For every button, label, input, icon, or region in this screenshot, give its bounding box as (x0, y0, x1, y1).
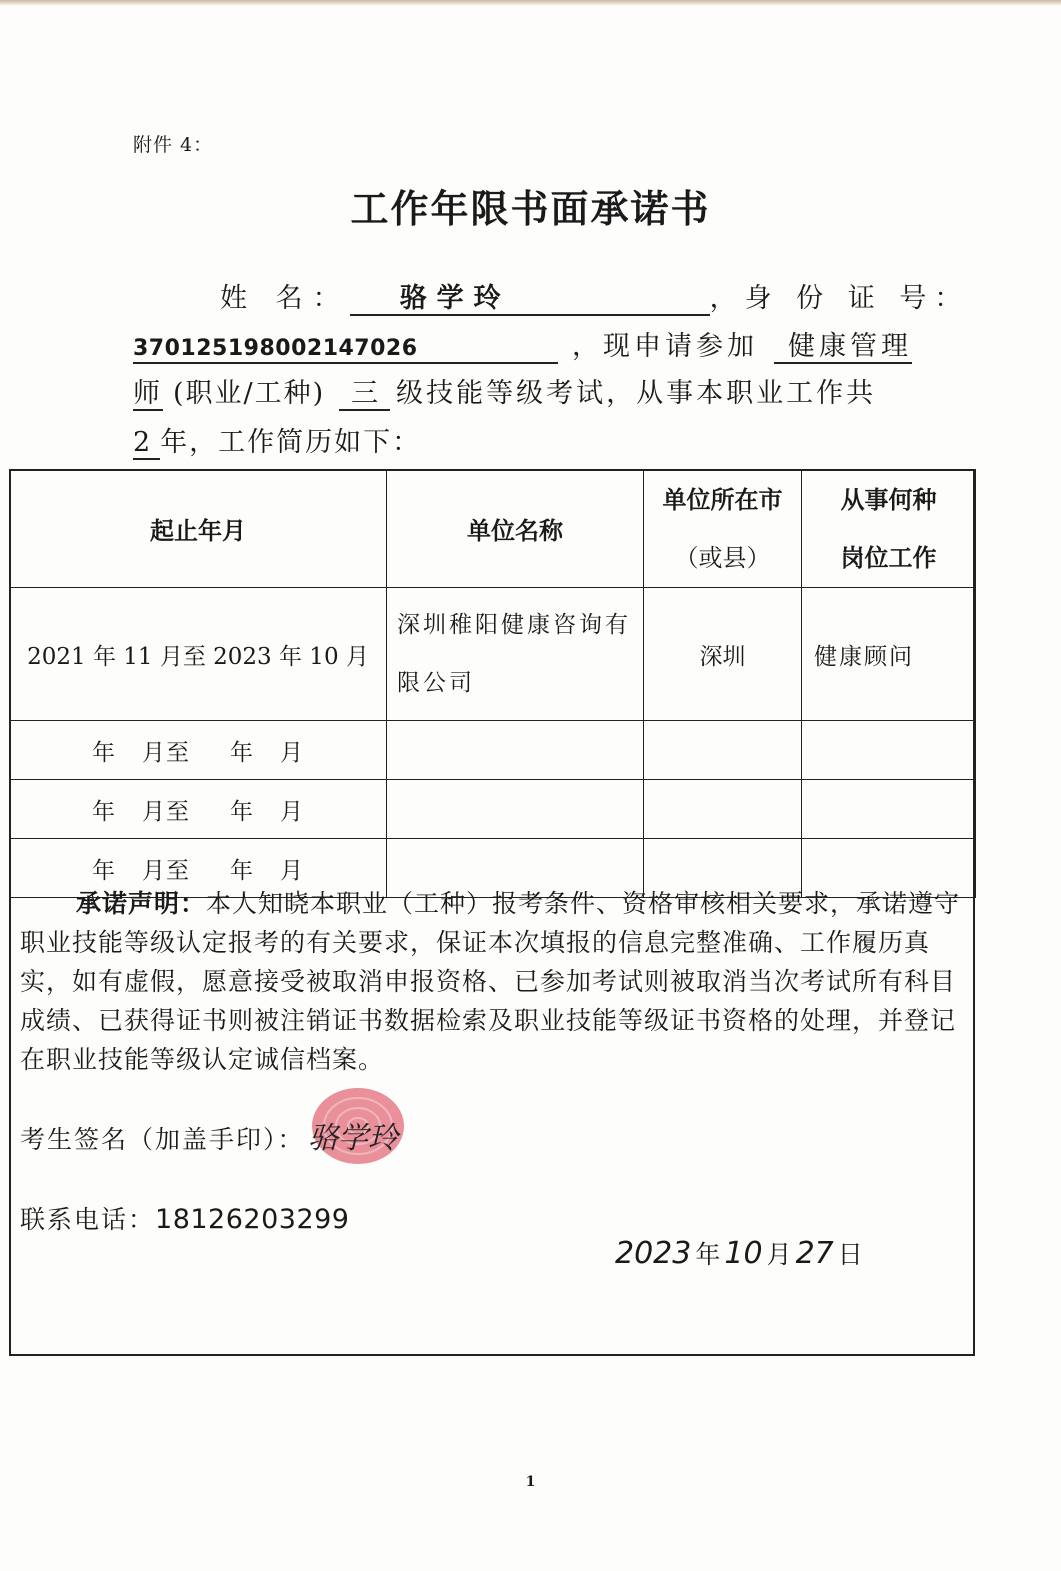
row-city: 深圳 (644, 588, 802, 721)
table-header-row (10, 470, 976, 588)
promise-text: 本人知晓本职业（工种）报考条件、资格审核相关要求，承诺遵守职业技能等级认定报考的有关要求，保证本次填报的信息完整准确、工作履历真实，如有虚假，愿意接受被取消申报资格、已参加考试则被取消当次考试所有科目成绩、已获得证书则被注销证书数据检索及职业技能等级证书资格的处理，并登记在职业技能等级认定诚信档案。 (20, 889, 961, 1074)
header-unit: 单位名称 (387, 470, 644, 588)
blank-city (644, 721, 802, 780)
date-year-char: 年 (695, 1240, 721, 1269)
promise-label: 承诺声明： (76, 889, 207, 918)
header-city-line2: （或县） (674, 543, 771, 572)
row-unit-line2: 限公司 (397, 670, 475, 696)
row-period: 2021 年 11 月至 2023 年 10 月 (10, 588, 387, 721)
signature-row (20, 1120, 305, 1156)
header-post-line2: 岗位工作 (840, 543, 937, 572)
level-field: 三 (339, 378, 390, 411)
id-field (133, 331, 558, 364)
promise-statement (20, 884, 965, 1079)
occupation-field-2: 师 (133, 378, 163, 411)
phone-number: 18126203299 (155, 1204, 350, 1235)
date-day-char: 日 (837, 1240, 863, 1269)
header-city (644, 470, 802, 588)
work-history-table (9, 469, 976, 898)
blank-unit (387, 780, 644, 839)
document-title: 工作年限书面承诺书 (350, 186, 711, 231)
applicant-line-2 (133, 324, 923, 364)
applicant-line-4 (133, 420, 923, 460)
signature-label: 考生签名（加盖手印）： (20, 1125, 305, 1154)
years-field: 2 (133, 427, 160, 460)
occupation-field-1: 健康管理 (774, 331, 912, 364)
header-post-line1: 从事何种 (840, 485, 937, 514)
blank-period: 年 月至 年 月 (10, 780, 387, 839)
blank-period: 年 月至 年 月 (10, 839, 387, 898)
id-number: 370125198002147026 (133, 336, 418, 361)
row-post: 健康顾问 (802, 588, 976, 721)
header-period: 起止年月 (10, 470, 387, 588)
scan-edge (0, 0, 1061, 6)
signature-handwriting: 骆学玲 (308, 1121, 398, 1156)
name-label: 姓 名： (220, 283, 350, 314)
occupation-suffix: (职业/工种) (173, 378, 326, 409)
blank-post (802, 721, 976, 780)
row-unit-line1: 深圳稚阳健康咨询有 (397, 612, 631, 638)
table-row (10, 588, 976, 721)
blank-period: 年 月至 年 月 (10, 721, 387, 780)
phone-label: 联系电话： (20, 1205, 156, 1234)
attachment-label: 附件 4： (133, 134, 214, 156)
header-city-line1: 单位所在市 (662, 485, 783, 514)
table-row (10, 780, 976, 839)
row-unit (387, 588, 644, 721)
apply-text: ，现申请参加 (572, 331, 758, 362)
name-value: 骆学玲 (399, 283, 511, 314)
date-day: 27 (795, 1236, 834, 1271)
blank-unit (387, 721, 644, 780)
fingerprint-signature (300, 1078, 420, 1168)
years-suffix: 年，工作简历如下： (160, 427, 422, 458)
date-month-char: 月 (766, 1240, 792, 1269)
name-field (350, 283, 710, 316)
table-row (10, 721, 976, 780)
level-suffix: 级技能等级考试，从事本职业工作共 (396, 378, 877, 409)
blank-city (644, 780, 802, 839)
applicant-line-1 (133, 276, 970, 316)
header-post (802, 470, 976, 588)
applicant-line-3 (133, 371, 923, 411)
phone-row (20, 1200, 349, 1236)
blank-post (802, 780, 976, 839)
date-year: 2023 (615, 1236, 692, 1271)
id-label: ，身 份 证 号： (709, 283, 970, 314)
page-number: 1 (525, 1474, 536, 1490)
date-month: 10 (724, 1236, 763, 1271)
sign-date (615, 1235, 867, 1271)
